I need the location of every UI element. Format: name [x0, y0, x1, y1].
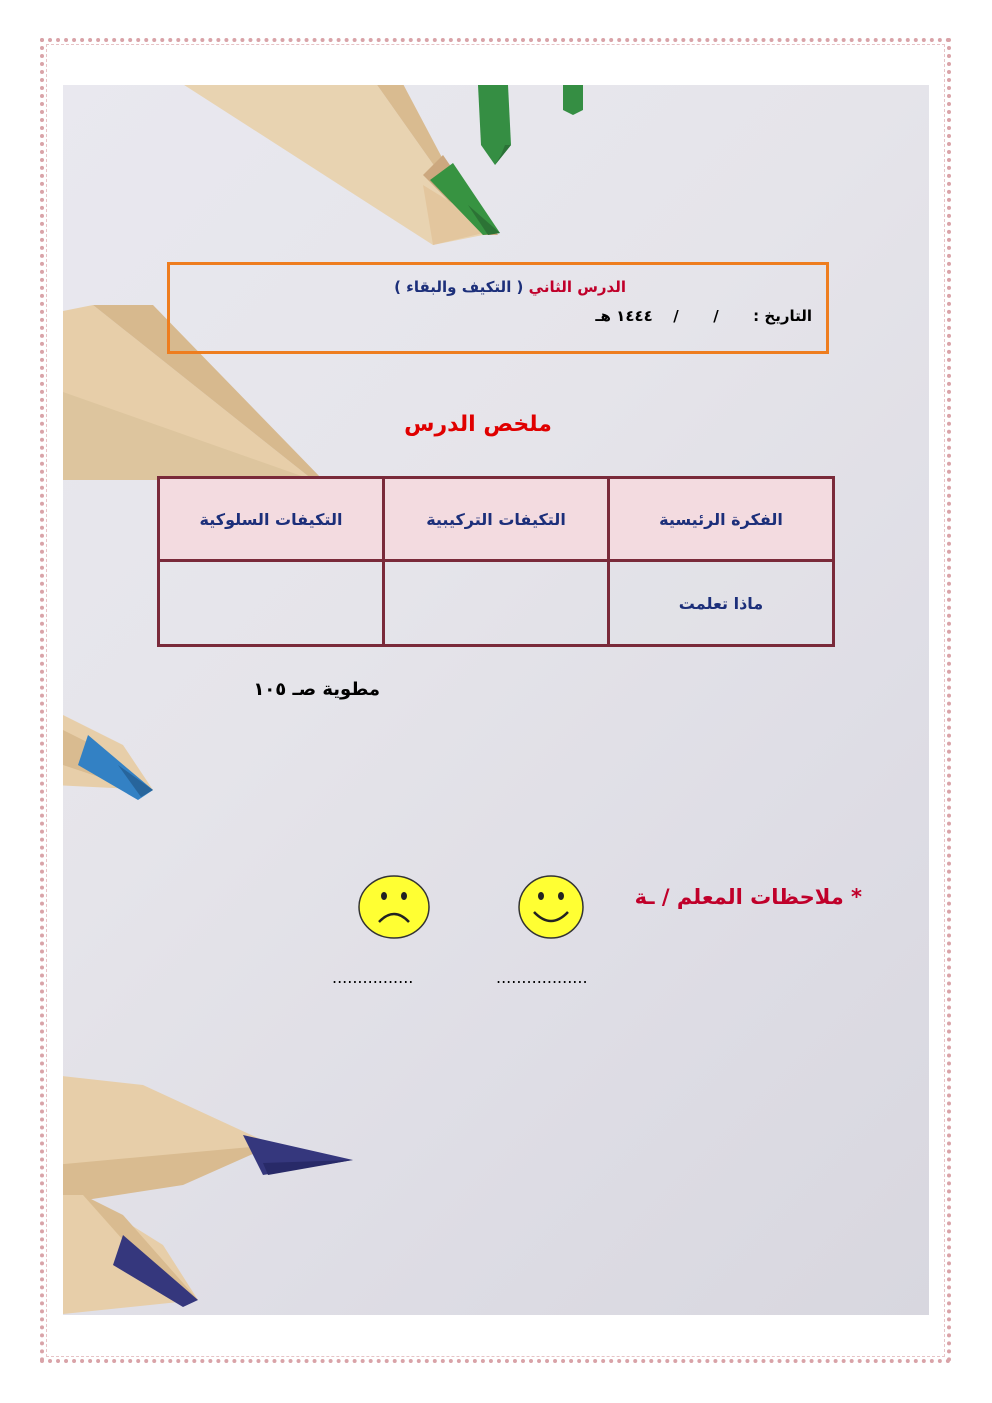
lesson-title-topic: ( التكيف والبقاء )	[394, 278, 524, 296]
date-separator: /	[713, 307, 719, 325]
header-structural-adaptations: التكيفات التركيبية	[384, 478, 609, 561]
lesson-header-box	[167, 262, 829, 354]
sad-face-icon[interactable]	[357, 874, 431, 940]
empty-cell[interactable]	[384, 561, 609, 646]
header-behavioral-adaptations: التكيفات السلوكية	[159, 478, 384, 561]
sad-dots-line[interactable]: ................	[332, 968, 414, 987]
date-line	[595, 307, 812, 325]
happy-dots-line[interactable]: ..................	[496, 968, 588, 987]
teacher-notes-label: * ملاحظات المعلم / ـة	[634, 885, 862, 909]
empty-cell[interactable]	[159, 561, 384, 646]
lesson-title-prefix: الدرس الثاني	[528, 278, 626, 296]
table-header-row	[159, 478, 834, 561]
date-year: ١٤٤٤ هـ	[595, 307, 653, 325]
summary-table	[157, 476, 835, 647]
happy-face-icon[interactable]	[517, 874, 585, 940]
table-row	[159, 561, 834, 646]
lesson-title	[394, 278, 626, 296]
date-separator: /	[673, 307, 679, 325]
row-label-what-i-learned: ماذا تعلمت	[609, 561, 834, 646]
foldable-reference: مطوية صـ ١٠٥	[253, 679, 380, 700]
summary-title: ملخص الدرس	[404, 412, 552, 437]
header-main-idea: الفكرة الرئيسية	[609, 478, 834, 561]
date-label: التاريخ :	[753, 307, 812, 325]
